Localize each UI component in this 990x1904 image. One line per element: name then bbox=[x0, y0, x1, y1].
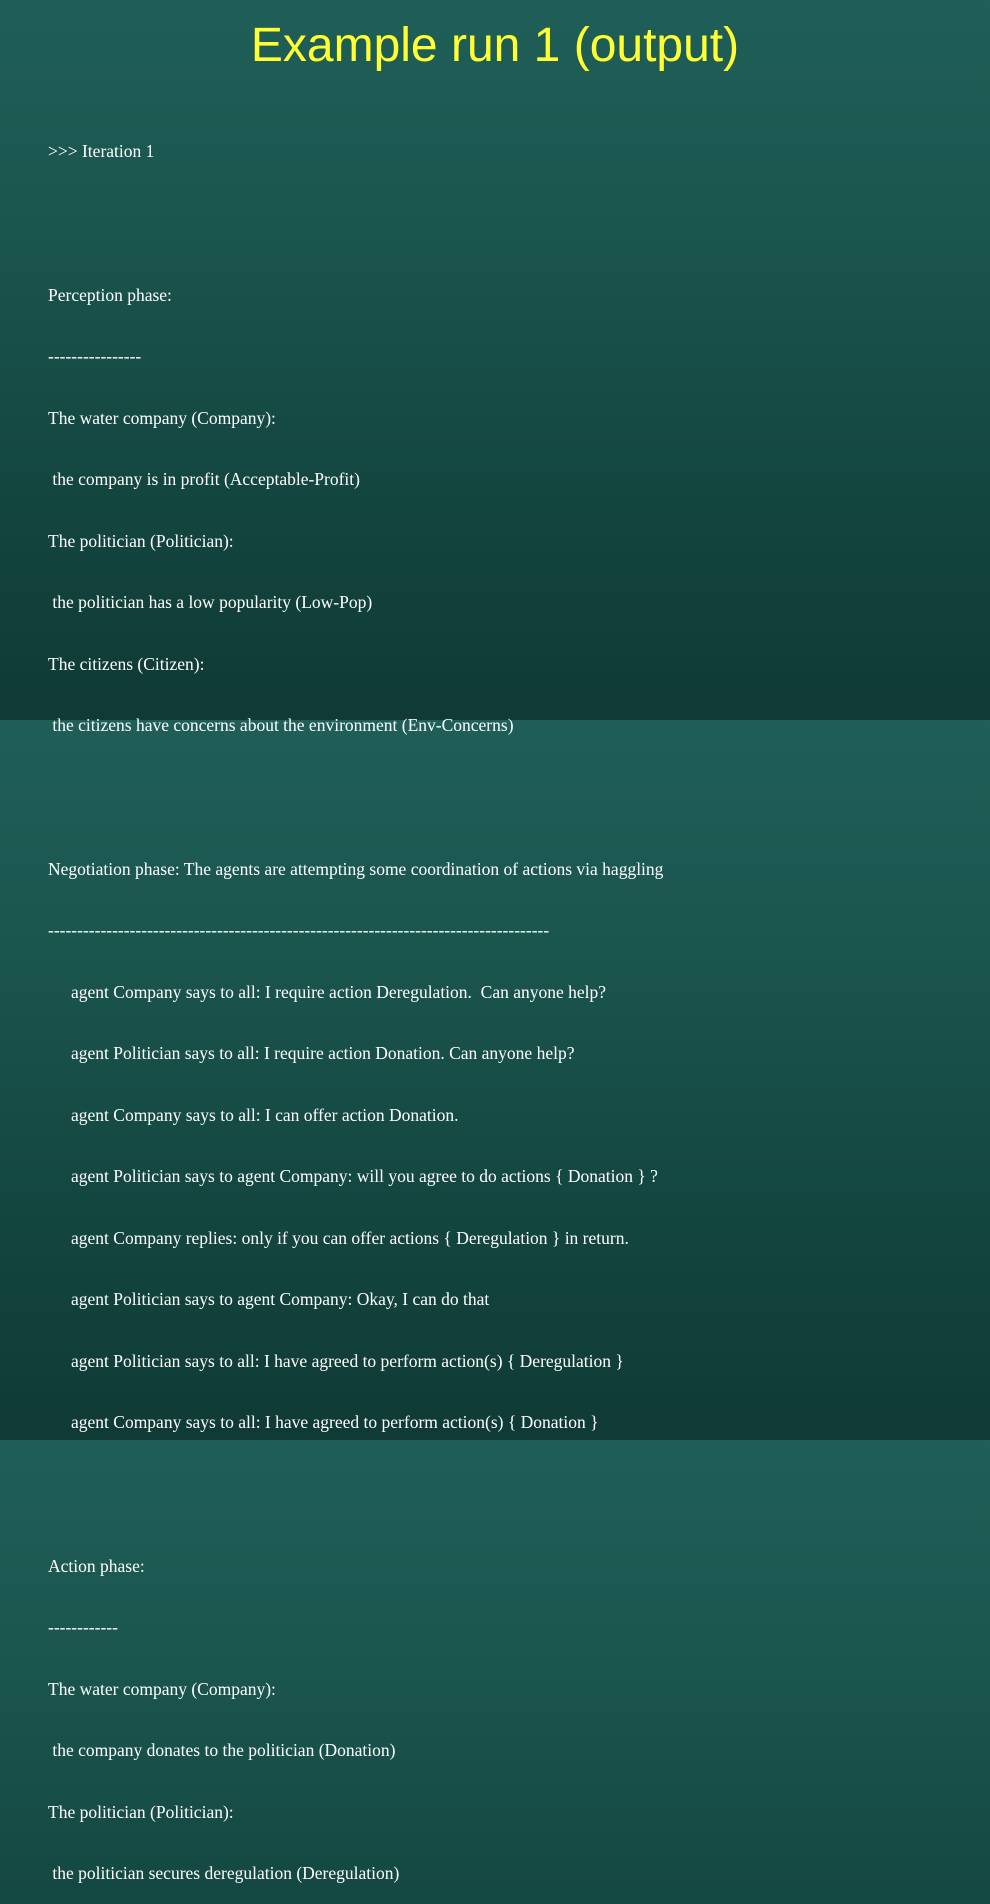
perception-line: The water company (Company): bbox=[48, 407, 276, 428]
action-line: The politician (Politician): bbox=[48, 1801, 234, 1822]
negotiation-rule: -------------------------------------------------------------------------------------- bbox=[48, 920, 550, 940]
slide-title: Example run 1 (output) bbox=[250, 19, 740, 72]
negotiation-line: agent Company replies: only if you can offer actions { Deregulation } in return. bbox=[71, 1227, 629, 1248]
action-heading: Action phase: bbox=[48, 1555, 145, 1576]
action-line: the company donates to the politician (Donation) bbox=[48, 1740, 396, 1760]
action-line: the politician secures deregulation (Deregulation) bbox=[48, 1863, 400, 1883]
blank-line bbox=[48, 203, 663, 224]
iteration-header: >>> Iteration 1 bbox=[48, 141, 155, 161]
negotiation-line: agent Politician says to all: I require action Donation. Can anyone help? bbox=[71, 1043, 575, 1063]
negotiation-line: agent Company says to all: I have agreed to perform action(s) { Donation } bbox=[71, 1412, 599, 1432]
blank-line bbox=[48, 777, 663, 798]
negotiation-line: agent Politician says to agent Company: will you agree to do actions { Donation } ? bbox=[71, 1166, 658, 1186]
perception-rule: ---------------- bbox=[48, 346, 142, 366]
action-rule: ------------ bbox=[48, 1617, 118, 1637]
negotiation-line: agent Politician says to agent Company: Okay, I can do that bbox=[71, 1289, 490, 1309]
blank-line bbox=[48, 1474, 663, 1495]
perception-line: the politician has a low popularity (Low-Pop) bbox=[48, 592, 373, 612]
action-line: The water company (Company): bbox=[48, 1678, 276, 1699]
negotiation-heading: Negotiation phase: The agents are attempting some coordination of actions via haggling bbox=[48, 858, 664, 879]
perception-line: the citizens have concerns about the environment (Env-Concerns) bbox=[48, 715, 514, 735]
negotiation-line: agent Company says to all: I can offer action Donation. bbox=[71, 1104, 459, 1125]
perception-line: The politician (Politician): bbox=[48, 530, 234, 551]
perception-line: The citizens (Citizen): bbox=[48, 653, 205, 674]
negotiation-line: agent Politician says to all: I have agreed to perform action(s) { Deregulation } bbox=[71, 1350, 624, 1371]
perception-line: the company is in profit (Acceptable-Profit) bbox=[48, 469, 360, 489]
output-log bbox=[48, 100, 663, 1904]
perception-heading: Perception phase: bbox=[48, 284, 172, 305]
negotiation-line: agent Company says to all: I require action Deregulation. Can anyone help? bbox=[71, 981, 607, 1002]
